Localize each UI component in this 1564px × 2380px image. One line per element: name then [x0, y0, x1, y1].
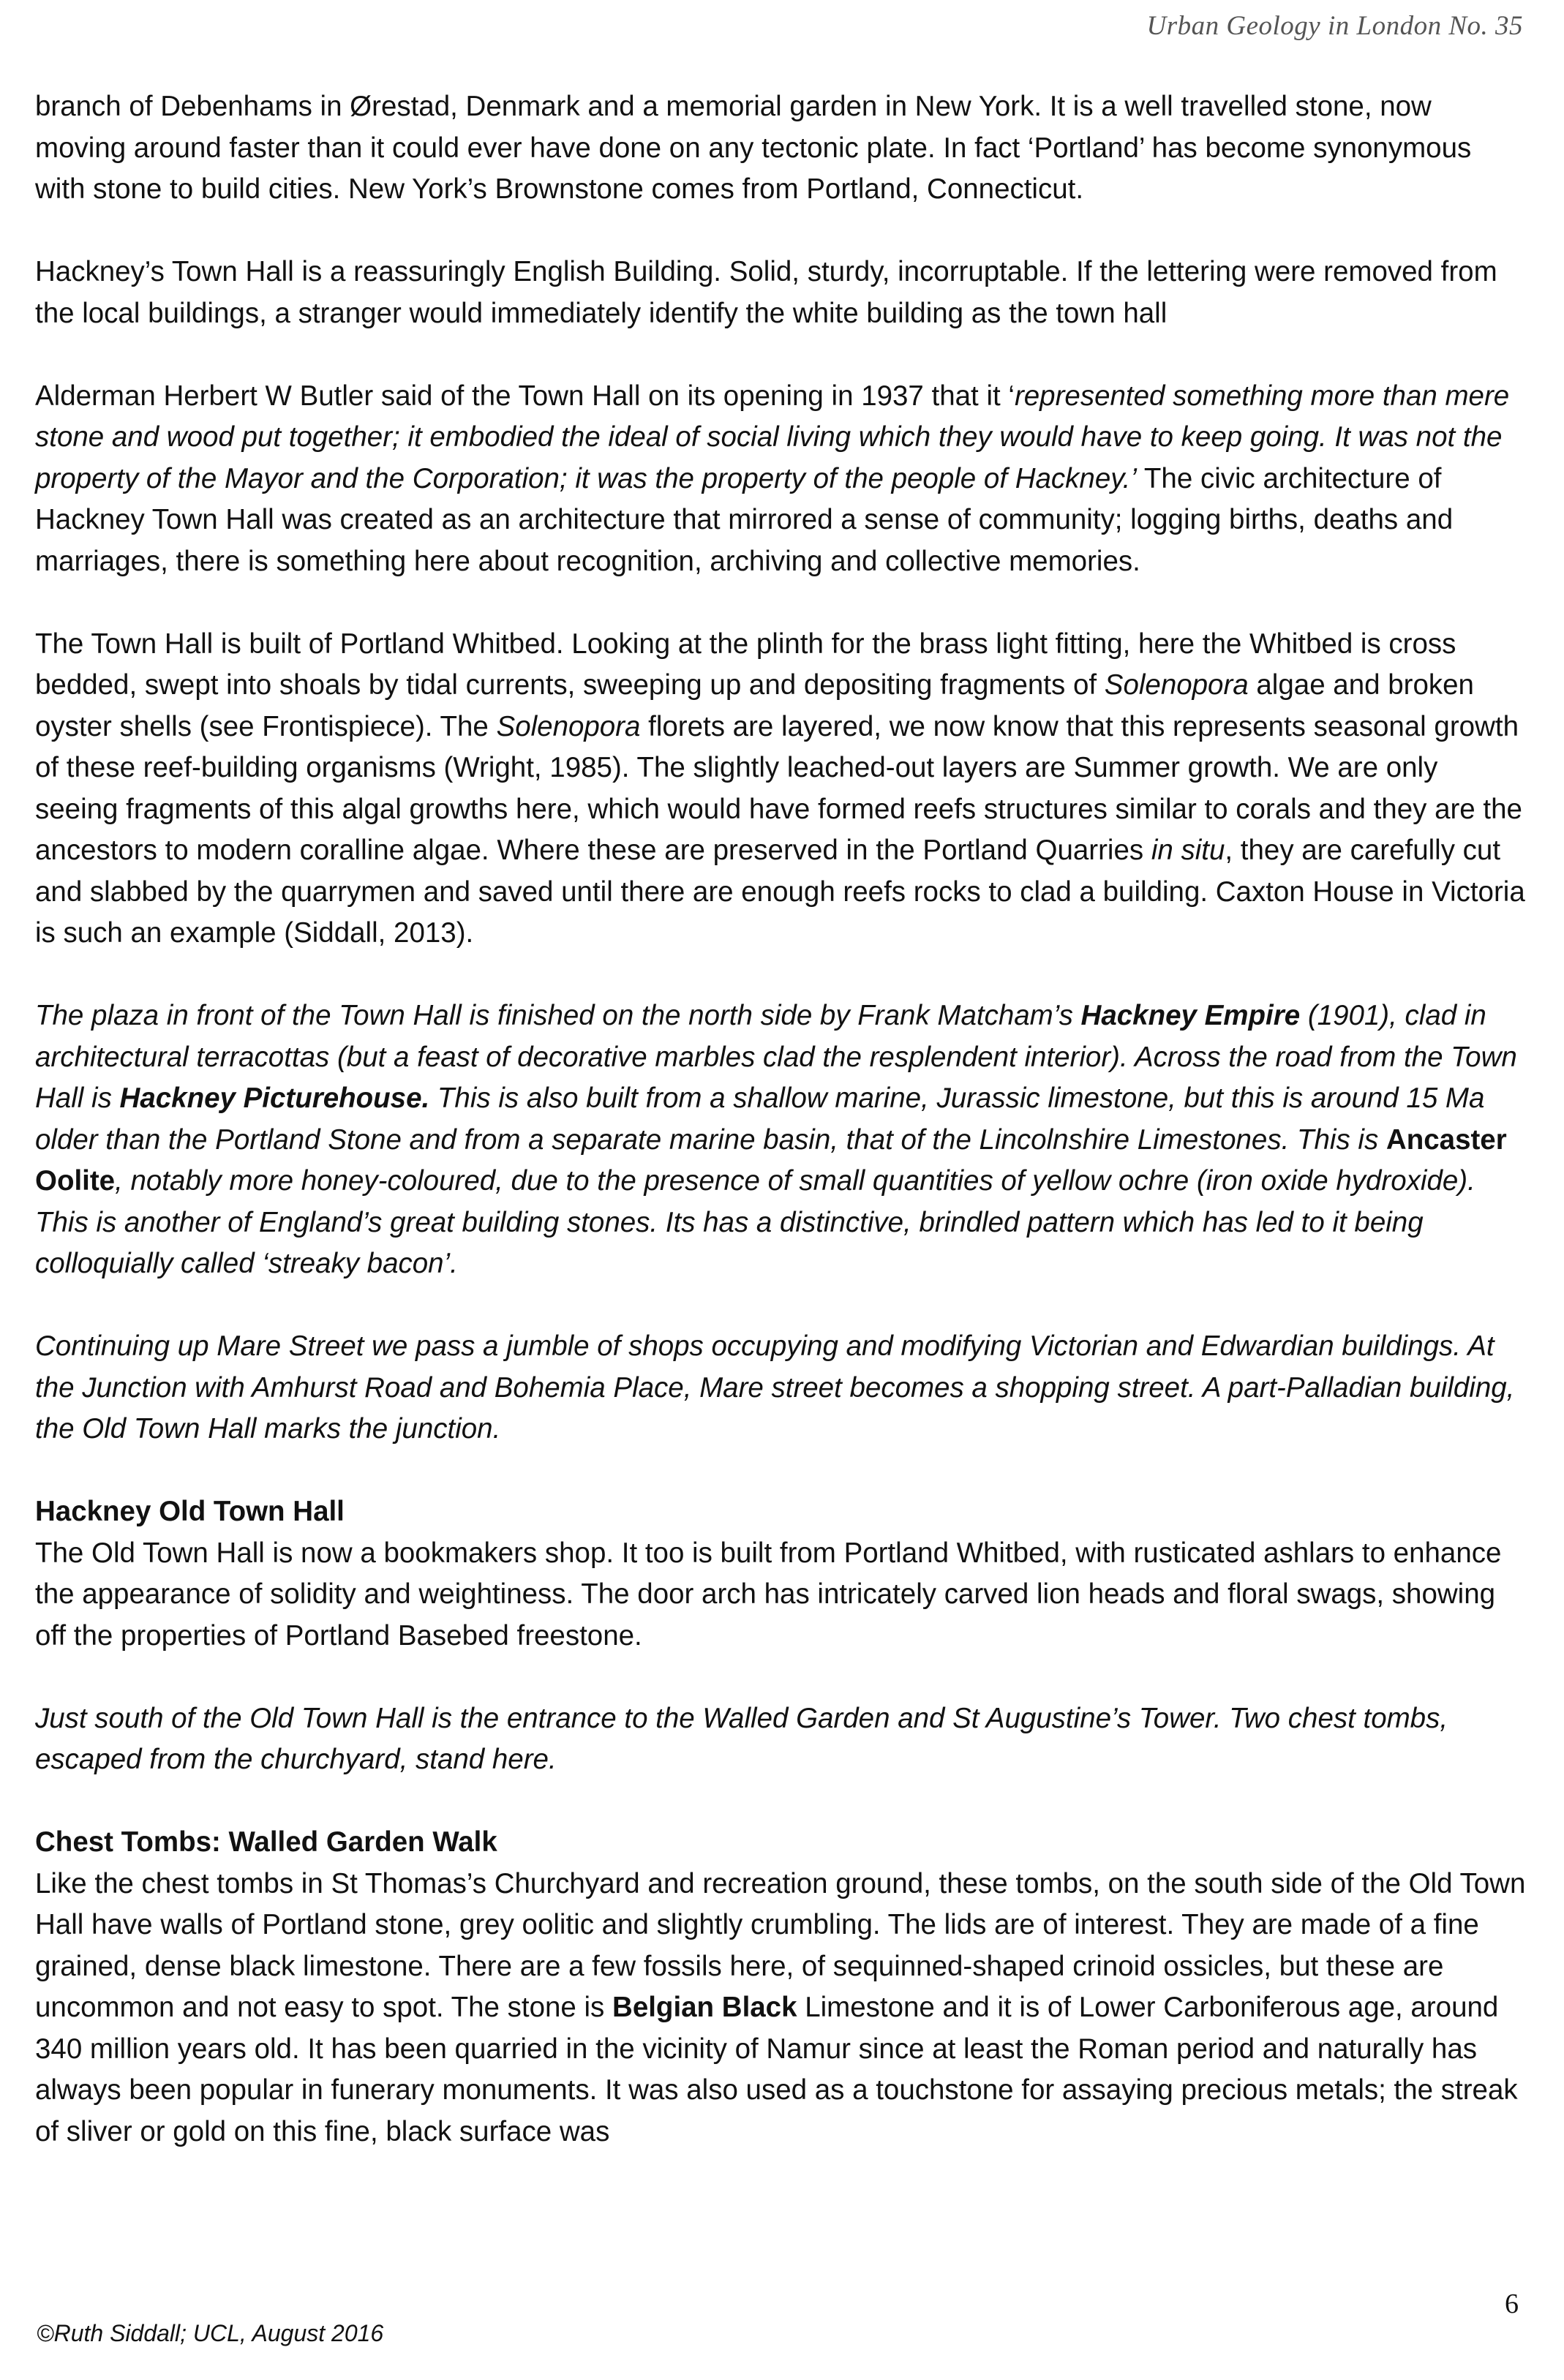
paragraph-text: Limestone and it is of Lower Carboniferous age, around 340 million years old. It has been quarried in the vicinity of Namur since at least the Roman period and naturally has always been popular in funerary monuments. It was also used as a touchstone for assaying precious metals; the streak of sliver or gold on this fine, black surface was — [35, 1992, 1518, 2147]
italic-term: Solenopora — [1104, 669, 1249, 701]
paragraph-text: florets are layered, we now know that this represents seasonal growth of these reef-building organisms (Wright, 1985). The slightly leached-out layers are Summer growth. We are only seeing fragments of this algal growths here, which would have formed reefs structures similar to corals and they are the ancestors to modern coralline algae. Where these are preserved in the Portland Quarries — [35, 710, 1522, 866]
paragraph-text: Continuing up Mare Street we pass a jumble of shops occupying and modifying Victorian and Edwardian buildings. At the Junction with Amhurst Road and Bohemia Place, Mare street becomes a shopping street. A part-Palladian building, the Old Town Hall marks the junction. — [35, 1330, 1515, 1445]
document-body — [35, 86, 1527, 2153]
paragraph-alderman-quote — [35, 376, 1527, 583]
paragraph-walled-garden-italic — [35, 1698, 1527, 1781]
paragraph-text: The Old Town Hall is now a bookmakers shop. It too is built from Portland Whitbed, with rusticated ashlars to enhance the appearance of solidity and weightiness. The door arch has intricately carved lion heads and floral swags, showing off the properties of Portland Basebed freestone. — [35, 1537, 1502, 1652]
section-heading: Hackney Old Town Hall — [35, 1496, 345, 1527]
paragraph-portland-stone-travel — [35, 86, 1527, 211]
paragraph-text: The civic architecture of Hackney Town Hall was created as an architecture that mirrored a sense of community; logging births, deaths and marriages, there is something here about recognition, archiving and collective memories. — [35, 462, 1454, 577]
paragraph-text: Like the chest tombs in St Thomas’s Churchyard and recreation ground, these tombs, on the south side of the Old Town Hall have walls of Portland stone, grey oolitic and slightly crumbling. The lids are of interest. They are made of a fine grained, dense black limestone. There are a few fossils here, of sequinned-shaped crinoid ossicles, but these are uncommon and not easy to spot. The stone is — [35, 1867, 1526, 2023]
paragraph-text: Hackney’s Town Hall is a reassuringly English Building. Solid, sturdy, incorruptable. If the lettering were removed from the local buildings, a stranger would immediately identify the white building as the town hall — [35, 256, 1497, 329]
bold-term: Belgian Black — [612, 1992, 797, 2023]
paragraph-text: Just south of the Old Town Hall is the entrance to the Walled Garden and St Augustine’s Tower. Two chest tombs, escaped from the churchyard, stand here. — [35, 1702, 1448, 1775]
paragraph-text: branch of Debenhams in Ørestad, Denmark and a memorial garden in New York. It is a well travelled stone, now moving around faster than it could ever have done on any tectonic plate. In fact ‘Portland’ has become synonymous with stone to build cities. New York’s Brownstone comes from Portland, Connecticut. — [35, 91, 1472, 205]
copyright-credit: ©Ruth Siddall; UCL, August 2016 — [37, 2320, 384, 2346]
paragraph-text: The Town Hall is built of Portland Whitbed. Looking at the plinth for the brass light fitting, here the Whitbed is cross bedded, swept into shoals by tidal currents, sweeping up and depositing fragments of — [35, 628, 1456, 701]
paragraph-text: This is also built from a shallow marine, Jurassic limestone, but this is around 15 Ma older than the Portland Stone and from a separate marine basin, that of the Lincolnshire Limestones. This is — [35, 1082, 1485, 1156]
paragraph-text: , notably more honey-coloured, due to the presence of small quantities of yellow ochre (iron oxide hydroxide). This is another of England’s great building stones. Its has a distinctive, brindled pattern which has led to it being colloquially called ‘streaky bacon’. — [35, 1165, 1475, 1279]
paragraph-chest-tombs — [35, 1864, 1527, 2153]
paragraph-mare-street-italic — [35, 1326, 1527, 1450]
bold-term: Hackney Picturehouse. — [119, 1082, 430, 1114]
page-number: 6 — [1505, 2289, 1519, 2319]
paragraph-old-town-hall — [35, 1533, 1527, 1657]
section-hackney-old-town-hall — [35, 1491, 1527, 1657]
paragraph-text: Alderman Herbert W Butler said of the Town Hall on its opening in 1937 that it ‘ — [35, 380, 1015, 412]
section-chest-tombs — [35, 1822, 1527, 2153]
paragraph-town-hall-english — [35, 252, 1527, 334]
paragraph-portland-whitbed — [35, 624, 1527, 954]
running-header: Urban Geology in London No. 35 — [1146, 11, 1523, 41]
paragraph-text: The plaza in front of the Town Hall is finished on the north side by Frank Matcham’s — [35, 1000, 1081, 1031]
italic-term: in situ — [1151, 835, 1225, 866]
paragraph-text: algae and broken oyster shells (see Frontispiece). The — [35, 669, 1474, 742]
bold-term: Ancaster Oolite — [35, 1123, 1507, 1197]
paragraph-text: , they are carefully cut and slabbed by the quarrymen and saved until there are enough reefs rocks to clad a building. Caxton House in Victoria is such an example (Siddall, 2013). — [35, 835, 1525, 949]
section-heading: Chest Tombs: Walled Garden Walk — [35, 1826, 497, 1858]
italic-term: Solenopora — [496, 710, 641, 742]
italic-quote: represented something more than mere stone and wood put together; it embodied the ideal of social living which they would have to keep going. It was not the property of the Mayor and the Corporation; it was the property of the people of Hackney.’ — [35, 380, 1510, 494]
paragraph-text: (1901), clad in architectural terracottas (but a feast of decorative marbles clad the resplendent interior). Across the road from the Town Hall is — [35, 1000, 1517, 1114]
bold-term: Hackney Empire — [1080, 1000, 1301, 1031]
paragraph-plaza-italic — [35, 995, 1527, 1285]
